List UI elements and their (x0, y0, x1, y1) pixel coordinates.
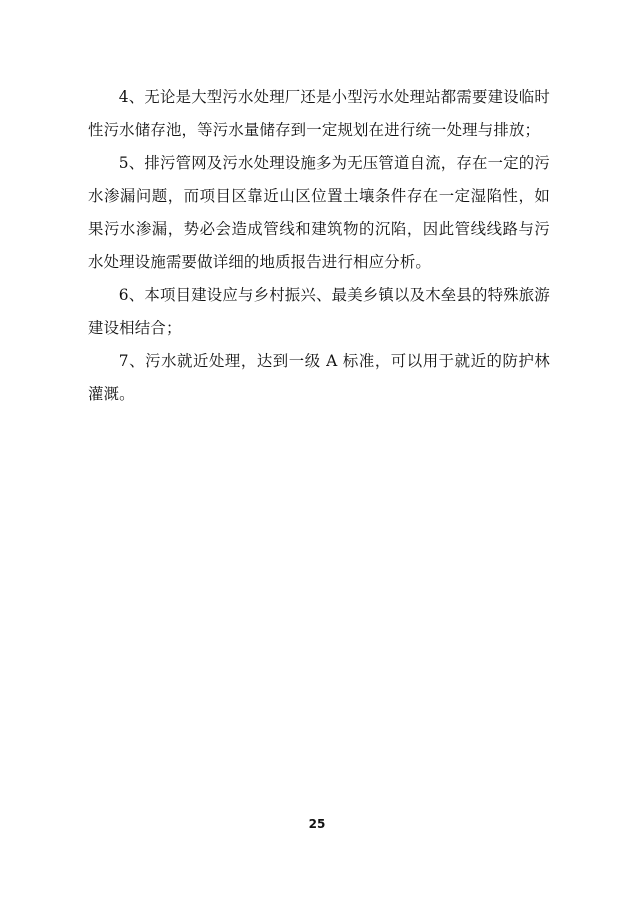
body-text (88, 81, 550, 411)
paragraph-item-7: 7、污水就近处理，达到一级 A 标准，可以用于就近的防护林灌溉。 (88, 352, 550, 403)
paragraph-item-6: 6、本项目建设应与乡村振兴、最美乡镇以及木垒县的特殊旅游建设相结合； (88, 286, 550, 337)
paragraph-item-5: 5、排污管网及污水处理设施多为无压管道自流，存在一定的污水渗漏问题，而项目区靠近山区位置土壤条件存在一定湿陷性，如果污水渗漏，势必会造成管线和建筑物的沉陷，因此管线线路与污水处理设施需要做详细的地质报告进行相应分析。 (88, 154, 550, 271)
page-number: 25 (308, 817, 326, 831)
paragraph-item-4: 4、无论是大型污水处理厂还是小型污水处理站都需要建设临时性污水储存池，等污水量储存到一定规划在进行统一处理与排放； (88, 88, 550, 139)
